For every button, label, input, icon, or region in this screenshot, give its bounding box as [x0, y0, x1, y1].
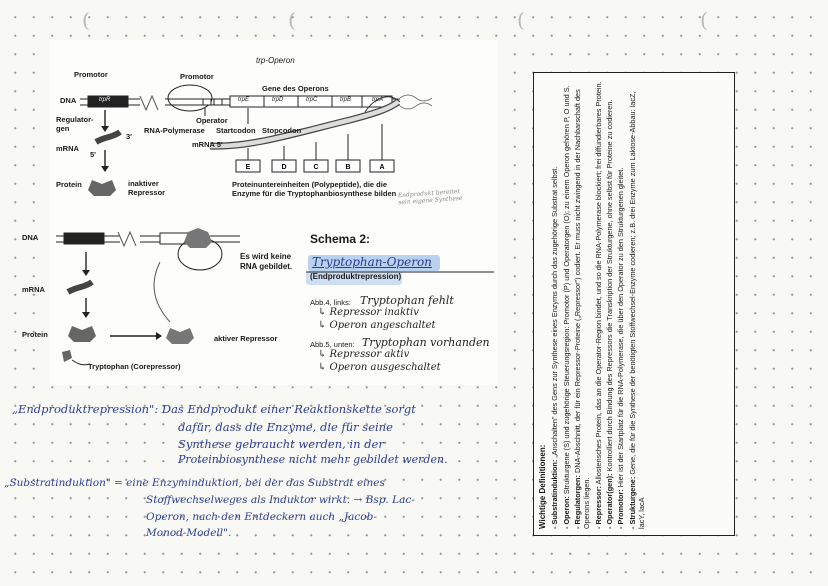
note-line: Operon, nach den Entdeckern auch „Jacob-: [146, 511, 377, 523]
mrna5-label: mRNA 5': [192, 140, 223, 149]
trp-operon-label: trp-Operon: [256, 56, 295, 65]
schema-title: Schema 2:: [310, 232, 371, 246]
definition-term: - Operator(gen):: [604, 473, 614, 529]
definition-text: Allosterisches Protein, das an die Operator-Region bindet, und so die RNA-Polymerase blockiert; frei diffundierbares Protein.: [593, 81, 603, 487]
gene-des-operons-label: Gene des Operons: [262, 84, 329, 93]
definitions-heading: Wichtige Definitionen:: [538, 444, 547, 529]
definition-term: - Strukturgene:: [627, 476, 637, 529]
enzyme-label: D: [281, 164, 287, 171]
note-line: Synthese gebraucht werden, in der: [178, 437, 384, 451]
kein-rna-label: Es wird keine RNA gebildet.: [240, 252, 293, 271]
definitions-box: [533, 72, 735, 536]
rna-polymerase-label: RNA-Polymerase: [144, 126, 205, 135]
proteinuntereinheiten-label: Proteinuntereinheiten (Polypeptide), die die Enzyme für die Tryptophanbiosynthese bilden: [232, 180, 397, 198]
definition-term: - Substratinduktion:: [550, 459, 560, 529]
definition-term: - Promotor:: [616, 489, 626, 529]
gene-label: trpA: [372, 97, 384, 103]
abb5-label: Abb.5, unten:: [310, 340, 355, 349]
dna-label: DNA: [60, 96, 77, 105]
definition-text: DNA-Abschnitt, der für ein Repressor-Proteine („Repressor") codiert. Er muss nicht zwingend in der Nachbarschaft des Operons liegen.: [572, 89, 592, 529]
active-repressor-bound-icon: [184, 228, 212, 248]
repressor-protein-icon: [68, 326, 96, 342]
gene-label: trpB: [340, 97, 352, 103]
abb5-line3: ↳ Operon ausgeschaltet: [318, 362, 441, 373]
definition-text: Strukturgene (S) und zugehörige Steuerungsregion: Promotor (P) und Operatorgen (O); zu einem Operon gehören P, O und S.: [561, 85, 571, 497]
pencil-note: Endprodukt bereitet sein eigene Synthese: [397, 187, 463, 207]
gene-label: trpE: [238, 97, 250, 103]
note-line: Monod-Modell".: [146, 527, 232, 539]
dna-strand-bottom: [56, 232, 240, 270]
aktiver-repressor-label: aktiver Repressor: [214, 334, 278, 343]
definitions-text: [534, 73, 734, 535]
gene-label: trpC: [306, 97, 318, 103]
definition-term: - Regulatorgen:: [572, 475, 582, 529]
mrna-label-bottom: mRNA: [22, 285, 45, 294]
tryptophan-icon: [62, 350, 72, 362]
regulator-mrna: [96, 132, 120, 142]
promotor-right-label: Promotor: [180, 72, 214, 81]
mrna-strand: [210, 102, 398, 146]
note-line: dafür, dass die Enzyme, die für seine: [178, 420, 393, 434]
regulatorgen-label: Regulator- gen: [56, 115, 94, 133]
definition-item: [550, 79, 559, 529]
abb4-line3: ↳ Operon angeschaltet: [318, 320, 436, 331]
stopcodon-label: Stopcodon: [262, 126, 302, 135]
startcodon-label: Startcodon: [216, 126, 256, 135]
enzyme-label: E: [245, 164, 251, 171]
dna-label-bottom: DNA: [22, 233, 39, 242]
inaktiver-repressor-label: inaktiver Repressor: [128, 179, 166, 197]
definition-term: - Operon:: [561, 496, 571, 529]
binder-hole-mark: (: [517, 8, 525, 32]
definition-text: Gene, die für die Synthese der benötigten Stoffwechsel-Enzyme codieren; z.B. drei Enzyme zum Laktose-Abbau: lacZ, lacY, lacA: [627, 91, 646, 529]
binder-hole-mark: (: [82, 8, 90, 32]
abb4-label: Abb.4, links:: [310, 298, 351, 307]
regulator-mrna-bottom: [68, 282, 92, 292]
enzyme-label: C: [313, 164, 319, 171]
three-prime-label: 3': [126, 132, 132, 141]
mrna-label: mRNA: [56, 144, 79, 153]
trpR-label: trpR: [99, 97, 111, 103]
active-repressor-icon: [166, 328, 194, 344]
definition-item: [605, 79, 614, 529]
abb5-line2: ↳ Repressor aktiv: [318, 349, 410, 360]
protein-label: Protein: [56, 180, 82, 189]
operator-label: Operator: [196, 116, 228, 125]
definition-text: Hier ist der Startplatz für die RNA-Polymerase, die über den Operator zu den Strukturgenen gleitet.: [616, 167, 626, 490]
note-line: Proteinbiosynthese nicht mehr gebildet werden.: [178, 453, 448, 466]
abb5-handwritten: Tryptophan vorhanden: [362, 336, 490, 349]
binder-hole-mark: (: [288, 8, 296, 32]
definition-item: [562, 79, 571, 529]
abb4-handwritten: Tryptophan fehlt: [360, 294, 454, 307]
enzyme-label: B: [345, 164, 351, 171]
definition-term: - Repressor:: [593, 486, 603, 529]
promotor-left-label: Promotor: [74, 70, 108, 79]
schema-handwritten-title: Tryptophan-Operon: [312, 255, 432, 269]
note-line: „Substratinduktion" = eine Enzyminduktion, bei der das Substrat eines: [4, 477, 385, 489]
five-prime-label: 5': [90, 150, 96, 159]
definition-item: [616, 79, 625, 529]
abb4-line2: ↳ Repressor inaktiv: [318, 307, 419, 318]
definition-item: [594, 79, 603, 529]
definition-text: „Anschalten" des Gens zur Synthese eines Enzyms durch das zugehörige Substrat selbst.: [550, 166, 560, 460]
note-line: Stoffwechselweges als Induktor wirkt. → Bsp. Lac-: [146, 494, 415, 506]
protein-label-bottom: Protein: [22, 330, 48, 339]
definition-item: [628, 79, 647, 529]
binder-hole-mark: (: [700, 8, 708, 32]
endproduktrepression-label: (Endproduktrepression): [310, 272, 402, 281]
tryptophan-label: Tryptophan (Corepressor): [88, 362, 181, 371]
definition-item: [573, 79, 592, 529]
definition-text: Kontrolliert durch Bindung des Repressors die Transkription der Strukturgene, ohne selbst für Proteine zu codieren.: [604, 99, 614, 474]
note-line: „Endproduktrepression": Das Endprodukt einer Reaktionskette sorgt: [12, 402, 416, 416]
enzyme-label: A: [379, 164, 385, 171]
inactive-repressor-icon: [88, 180, 116, 196]
gene-label: trpD: [272, 97, 284, 103]
